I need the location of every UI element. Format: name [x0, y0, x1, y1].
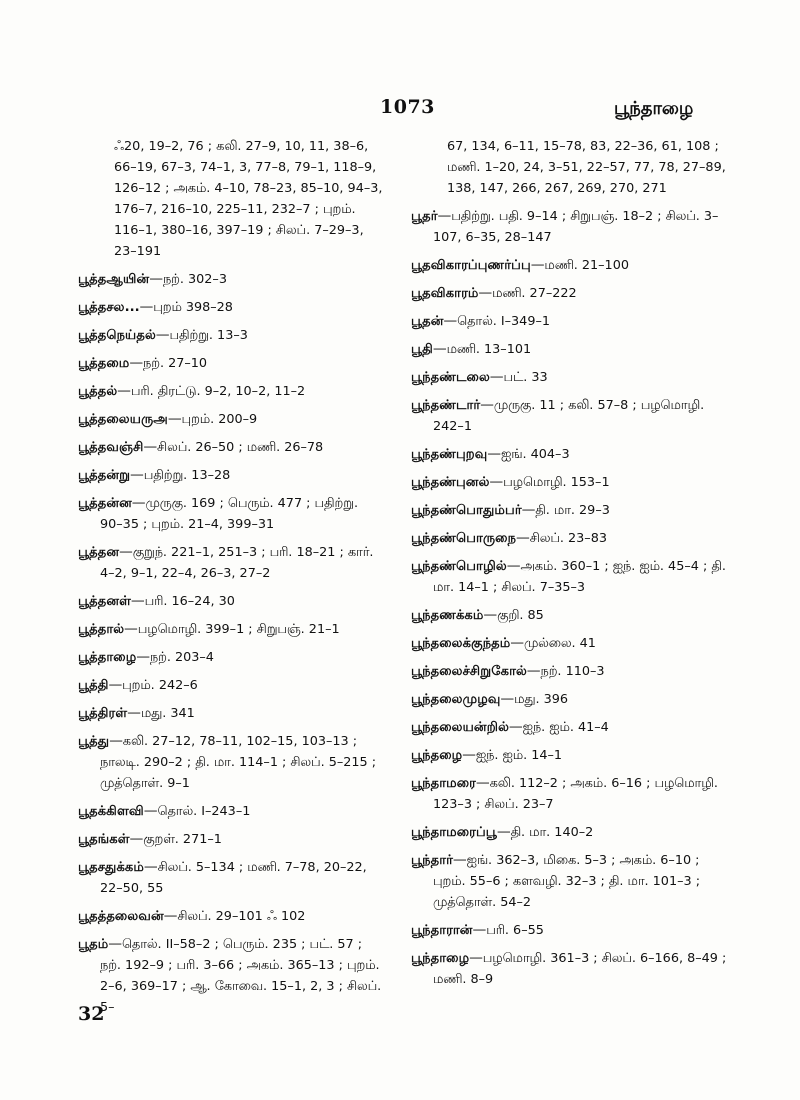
entry-headword: பூந்தண்பொதும்பர்: [411, 503, 522, 518]
dictionary-entry: [411, 395, 731, 437]
dictionary-entry: [78, 675, 383, 696]
entry-dash: —: [108, 677, 123, 693]
entry-references: நற். 27–10: [143, 356, 208, 371]
dictionary-entry: [78, 465, 383, 486]
entry-headword: பூந்தாமரை: [411, 776, 476, 791]
entry-headword: பூத்தஆயின்: [78, 272, 150, 287]
entry-references: தொல். I–243–1: [157, 804, 251, 819]
dictionary-entry: [411, 773, 731, 815]
entry-references: பதிற்று. 13–28: [143, 468, 231, 483]
dictionary-entry: [78, 647, 383, 668]
entry-dash: —: [516, 530, 530, 546]
entry-references: தி. மா. 140–2: [510, 825, 594, 840]
entry-references: மணி. 27–222: [492, 286, 577, 301]
entry-references: பரி. திரட்டு. 9–2, 10–2, 11–2: [130, 384, 306, 399]
entry-headword: பூத்தல்: [78, 384, 118, 399]
entry-headword: பூதசதுக்கம்: [78, 860, 144, 875]
entry-references: அகம். 360–1 ; ஐந். ஐம். 45–4 ; தி. மா. 14–1 ; சிலப். 7–35–3: [433, 559, 726, 595]
entry-dash: —: [143, 859, 158, 875]
entry-references: நற். 110–3: [540, 664, 605, 679]
entry-references: பழமொழி. 153–1: [503, 475, 610, 490]
entry-dash: —: [167, 411, 182, 427]
entry-references: ஐந். ஐம். 14–1: [475, 748, 563, 763]
entry-headword: பூதங்கள்: [78, 832, 130, 847]
entry-dash: —: [487, 446, 501, 462]
entry-dash: —: [131, 593, 145, 609]
entry-headword: பூந்தார்: [411, 853, 453, 868]
entry-references: புறம். 200–9: [181, 412, 258, 427]
entry-dash: —: [127, 705, 141, 721]
entry-headword: பூந்தண்புறவு: [411, 447, 488, 462]
entry-headword: பூத்து: [78, 734, 110, 749]
dictionary-entry: [78, 591, 383, 612]
entry-dash: —: [469, 950, 483, 966]
dictionary-entry: [78, 801, 383, 822]
entry-headword: பூத்தன: [78, 545, 120, 560]
entry-references: ஃ20, 19–2, 76 ; கலி. 27–9, 10, 11, 38–6, 66–19, 67–3, 74–1, 3, 77–8, 79–1, 118–9, 126–12 ; அகம். 4–10, 78–23, 85–10, 94–3, 176–7, 216–10, 225–11, 232–7 ; புறம். 116–1, 380–16, 397–19 ; சிலப். 7–29–3, 23–191: [114, 139, 383, 259]
entry-references: நற். 302–3: [162, 272, 227, 287]
entry-dash: —: [489, 369, 504, 385]
entry-headword: பூந்தண்புனல்: [411, 475, 490, 490]
entry-references: ஐங். 404–3: [501, 447, 570, 462]
dictionary-entry: [411, 745, 731, 766]
dictionary-entry: [411, 444, 731, 465]
dictionary-entry: [78, 325, 383, 346]
entry-dash: —: [510, 635, 524, 651]
dictionary-entry: [78, 269, 383, 290]
dictionary-entry: [78, 542, 383, 584]
dictionary-entry: [78, 731, 383, 794]
entry-dash: —: [139, 299, 154, 315]
dictionary-entry: [78, 934, 383, 1018]
entry-dash: —: [130, 467, 144, 483]
entry-headword: பூதவிகாரம்: [411, 286, 479, 301]
dictionary-entry: [411, 689, 731, 710]
dictionary-entry: [78, 906, 383, 927]
entry-headword: பூந்தண்டலை: [411, 370, 490, 385]
entry-references: முல்லை. 41: [523, 636, 596, 651]
entry-headword: பூத்தன்ன: [78, 496, 132, 511]
entry-references: பட். 33: [503, 370, 548, 385]
entry-dash: —: [109, 733, 123, 749]
entry-dash: —: [143, 803, 158, 819]
entry-headword: பூதர்: [411, 209, 438, 224]
entry-references: 67, 134, 6–11, 15–78, 83, 22–36, 61, 108 ; மணி. 1–20, 24, 3–51, 22–57, 77, 78, 27–89, 138, 147, 266, 267, 269, 270, 271: [447, 139, 726, 196]
entry-headword: பூத்திரள்: [78, 706, 128, 721]
entry-headword: பூதக்கிளவி: [78, 804, 144, 819]
entry-headword: பூத்தசல...: [78, 300, 140, 315]
entry-dash: —: [506, 558, 521, 574]
dictionary-entry: [411, 206, 731, 248]
entry-headword: பூத்தி: [78, 678, 109, 693]
dictionary-entry: [411, 850, 731, 913]
entry-dash: —: [530, 257, 545, 273]
entry-dash: —: [526, 663, 541, 679]
dictionary-entry: [78, 619, 383, 640]
entry-dash: —: [143, 439, 158, 455]
entry-dash: —: [119, 544, 133, 560]
entry-headword: பூத்தாழை: [78, 650, 137, 665]
entry-dash: —: [478, 285, 493, 301]
entry-dash: —: [155, 327, 170, 343]
entry-headword: பூத்தலையருஅ: [78, 412, 168, 427]
entry-headword: பூத்தன்று: [78, 468, 131, 483]
entry-dash: —: [437, 208, 452, 224]
entry-references: பதிற்று. பதி. 9–14 ; சிறுபஞ். 18–2 ; சிலப். 3–107, 6–35, 28–147: [433, 209, 719, 245]
entry-references: நற். 203–4: [149, 650, 214, 665]
entry-dash: —: [108, 936, 122, 952]
entry-references: குறுந். 221–1, 251–3 ; பரி. 18–21 ; கார். 4–2, 9–1, 22–4, 26–3, 27–2: [100, 545, 374, 581]
entry-headword: பூந்தலைக்குந்தம்: [411, 636, 511, 651]
entry-references: குறள். 271–1: [143, 832, 222, 847]
entry-references: மது. 341: [140, 706, 195, 721]
entry-headword: பூந்தாரான்: [411, 923, 473, 938]
entry-references: சிலப். 29–101 ஃ 102: [177, 909, 306, 924]
entry-dash: —: [432, 341, 447, 357]
entry-references: ஐந். ஐம். 41–4: [522, 720, 609, 735]
entry-headword: பூந்தணக்கம்: [411, 608, 484, 623]
dictionary-entry: [411, 472, 731, 493]
entry-headword: பூத்தநெய்தல்: [78, 328, 156, 343]
dictionary-entry: [411, 283, 731, 304]
entry-headword: பூத்தனள்: [78, 594, 132, 609]
entry-dash: —: [500, 691, 515, 707]
entry-references: சிலப். 26–50 ; மணி. 26–78: [157, 440, 324, 455]
entry-references: தொல். I–349–1: [457, 314, 551, 329]
entry-headword: பூந்தாமரைப்பூ: [411, 825, 497, 840]
entry-references: ஐங். 362–3, மிகை. 5–3 ; அகம். 6–10 ; புறம். 55–6 ; களவழி. 32–3 ; தி. மா. 101–3 ; முத்தொள். 54–2: [433, 853, 701, 910]
entry-dash: —: [124, 621, 138, 637]
entry-references: முருகு. 11 ; கலி. 57–8 ; பழமொழி. 242–1: [433, 398, 705, 434]
entry-dash: —: [129, 355, 144, 371]
dictionary-entry: [78, 381, 383, 402]
running-head: பூந்தாழை: [614, 98, 694, 119]
entry-references: சிலப். 23–83: [529, 531, 607, 546]
entry-references: குறி. 85: [497, 608, 544, 623]
dictionary-entry: [78, 703, 383, 724]
entry-dash: —: [129, 831, 144, 847]
dictionary-entry: [411, 822, 731, 843]
entry-headword: பூந்தண்டார்: [411, 398, 481, 413]
dictionary-entry: [78, 829, 383, 850]
dictionary-entry: [411, 605, 731, 626]
entry-dash: —: [489, 474, 504, 490]
entry-headword: பூந்தண்பொருநை: [411, 531, 517, 546]
entry-dash: —: [472, 922, 487, 938]
dictionary-entry: [411, 920, 731, 941]
entry-dash: —: [496, 824, 511, 840]
signature-mark: 32: [78, 1003, 105, 1025]
dictionary-entry: [411, 717, 731, 738]
entry-dash: —: [509, 719, 523, 735]
dictionary-entry: [78, 493, 383, 535]
entry-references: மணி. 21–100: [544, 258, 629, 273]
entry-headword: பூந்தழை: [411, 748, 463, 763]
entry-dash: —: [452, 852, 467, 868]
dictionary-entry: [411, 255, 731, 276]
dictionary-entry: [411, 528, 731, 549]
entry-dash: —: [117, 383, 131, 399]
entry-dash: —: [136, 649, 150, 665]
entry-continuation: [425, 136, 731, 199]
entry-references: கலி. 112–2 ; அகம். 6–16 ; பழமொழி. 123–3 ; சிலப். 23–7: [433, 776, 718, 812]
entry-references: புறம். 242–6: [122, 678, 198, 693]
entry-references: பரி. 16–24, 30: [144, 594, 235, 609]
entry-headword: பூந்தண்பொழில்: [411, 559, 507, 574]
entry-dash: —: [149, 271, 163, 287]
entry-dash: —: [462, 747, 476, 763]
entry-headword: பூதவிகாரப்புணர்ப்பு: [411, 258, 531, 273]
dictionary-entry: [78, 297, 383, 318]
entry-dash: —: [483, 607, 498, 623]
entry-references: பதிற்று. 13–3: [169, 328, 248, 343]
entry-references: பழமொழி. 399–1 ; சிறுபஞ். 21–1: [137, 622, 340, 637]
entry-headword: பூந்தலைமுழவு: [411, 692, 501, 707]
entry-headword: பூதன்: [411, 314, 444, 329]
entry-references: மது. 396: [514, 692, 569, 707]
entry-references: தொல். II–58–2 ; பெரும். 235 ; பட். 57 ; நற். 192–9 ; பரி. 3–66 ; அகம். 365–13 ; புறம். 2–6, 369–17 ; ஆ. கோவை. 15–1, 2, 3 ; சிலப். 5–: [100, 937, 382, 1015]
dictionary-entry: [411, 339, 731, 360]
entry-dash: —: [443, 313, 458, 329]
dictionary-entry: [411, 500, 731, 521]
left-column: [78, 136, 383, 1025]
entry-headword: பூந்தாழை: [411, 951, 470, 966]
dictionary-entry: [411, 311, 731, 332]
entry-headword: பூதத்தலைவன்: [78, 909, 164, 924]
entry-headword: பூத்தமை: [78, 356, 130, 371]
entry-references: தி. மா. 29–3: [535, 503, 610, 518]
dictionary-entry: [78, 437, 383, 458]
dictionary-entry: [411, 633, 731, 654]
entry-headword: பூந்தலையன்றில்: [411, 720, 510, 735]
dictionary-entry: [78, 353, 383, 374]
page-number: 1073: [380, 96, 435, 118]
entry-headword: பூத்தால்: [78, 622, 125, 637]
entry-headword: பூதம்: [78, 937, 109, 952]
entry-references: புறம் 398–28: [153, 300, 233, 315]
entry-continuation: [92, 136, 383, 262]
dictionary-entry: [411, 661, 731, 682]
entry-references: முருகு. 169 ; பெரும். 477 ; பதிற்று. 90–35 ; புறம். 21–4, 399–31: [100, 496, 359, 532]
entry-dash: —: [480, 397, 494, 413]
entry-references: மணி. 13–101: [446, 342, 532, 357]
entry-headword: பூத்தவஞ்சி: [78, 440, 144, 455]
entry-dash: —: [521, 502, 536, 518]
entry-dash: —: [476, 775, 490, 791]
entry-dash: —: [163, 908, 178, 924]
dictionary-entry: [78, 409, 383, 430]
dictionary-entry: [411, 948, 731, 990]
dictionary-entry: [411, 367, 731, 388]
entry-headword: பூந்தலைச்சிறுகோல்: [411, 664, 527, 679]
dictionary-entry: [411, 556, 731, 598]
entry-references: பழமொழி. 361–3 ; சிலப். 6–166, 8–49 ; மணி. 8–9: [433, 951, 727, 987]
entry-references: பரி. 6–55: [486, 923, 544, 938]
entry-references: சிலப். 5–134 ; மணி. 7–78, 20–22, 22–50, 55: [100, 860, 367, 896]
entry-dash: —: [131, 495, 146, 511]
entry-references: கலி. 27–12, 78–11, 102–15, 103–13 ; நாலடி. 290–2 ; தி. மா. 114–1 ; சிலப். 5–215 ; முத்தொள். 9–1: [100, 734, 377, 791]
dictionary-entry: [78, 857, 383, 899]
right-column: [411, 136, 731, 997]
entry-headword: பூதி: [411, 342, 433, 357]
